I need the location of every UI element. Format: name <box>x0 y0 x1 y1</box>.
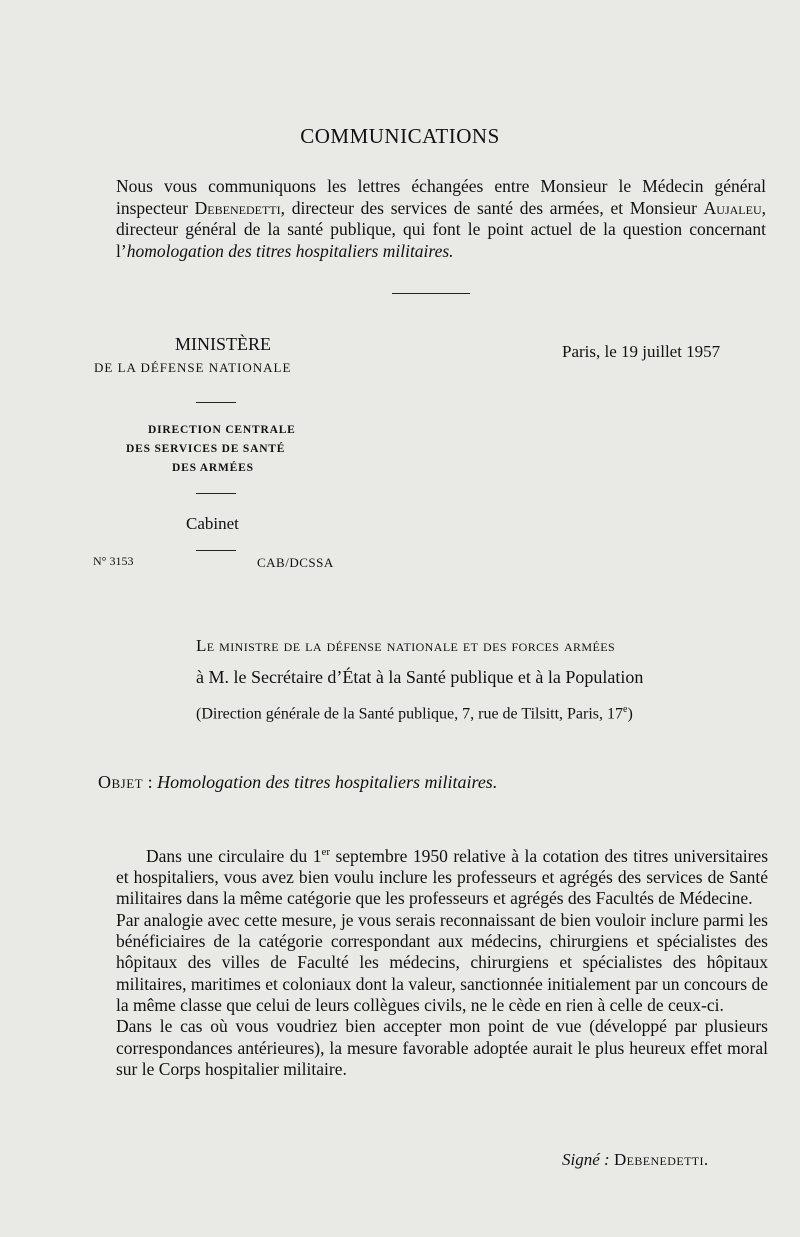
subject-text: Homologation des titres hospitaliers militaires. <box>157 772 498 792</box>
body-paragraph-3: Dans le cas où vous voudriez bien accepter mon point de vue (développé par plusieurs correspondances antérieures), la mesure favorable adoptée aurait le plus heureux effet moral sur le Corps hospitalier militaire. <box>116 1016 768 1079</box>
direction-line-2: DES SERVICES DE SANTÉ <box>126 443 286 455</box>
letter-date: Paris, le 19 juillet 1957 <box>562 342 721 361</box>
intro-paragraph <box>116 176 766 262</box>
page-title: COMMUNICATIONS <box>300 124 500 148</box>
subject-line <box>98 772 497 793</box>
cabinet-label: Cabinet <box>186 514 239 533</box>
direction-line-1: DIRECTION CENTRALE <box>148 424 296 436</box>
divider-letterhead-1 <box>196 402 236 403</box>
signature-line <box>562 1150 709 1170</box>
intro-topic: homologation des titres hospitaliers militaires. <box>126 240 454 261</box>
signature-name: Debenedetti. <box>613 1150 709 1169</box>
divider-letterhead-2 <box>196 493 236 494</box>
ministry-heading: MINISTÈRE <box>175 334 271 354</box>
letter-reference: CAB/DCSSA <box>257 555 334 570</box>
letter-number: N° 3153 <box>93 554 134 568</box>
body-p1-end: septembre 1950 relative à la cotation des titres universitaires et hospitaliers, vous avez bien voulu inclure les professeurs et agrégés des services de Santé militaires dans la même catégorie que les professeurs et agrégés des Facultés de Médecine. <box>116 845 769 909</box>
divider-intro <box>392 293 470 294</box>
direction-line-3: DES ARMÉES <box>172 462 254 474</box>
address-line <box>196 704 633 723</box>
body-p1-start: Dans une circulaire du 1 <box>146 845 322 866</box>
intro-text-2: , directeur des services de santé des armées, et Monsieur <box>280 197 704 218</box>
intro-text-1: Nous vous communiquons les lettres échangées entre Monsieur le Médecin général inspecteur <box>116 176 766 218</box>
letter-body <box>116 842 768 1080</box>
intro-text-3: , directeur général de la santé publique, qui font le point actuel de la question concernant l’ <box>116 197 766 261</box>
subject-label: Objet <box>98 772 144 792</box>
body-paragraph-2: Par analogie avec cette mesure, je vous serais reconnaissant de bien vouloir inclure parmi les bénéficiaires de la catégorie correspondant aux médecins, chirurgiens et spécialistes des hôpitaux des villes de Faculté les médecins, chirurgiens et spécialistes des hôpitaux militaires, maritimes et coloniaux dont la valeur, sanctionnée initialement par un concours de la même classe que celui de leurs collègues civils, ne le cède en rien à celle de ceux-ci. <box>116 909 768 1015</box>
body-paragraph-1 <box>116 842 768 910</box>
recipient-line: à M. le Secrétaire d’État à la Santé publique et à la Population <box>196 667 644 687</box>
body-p1-sup: er <box>321 846 330 858</box>
ministry-subheading: DE LA DÉFENSE NATIONALE <box>94 360 292 375</box>
address-text: (Direction générale de la Santé publique, 7, rue de Tilsitt, Paris, 17 <box>196 705 624 723</box>
intro-name-debenedetti: Debenedetti <box>194 197 281 218</box>
divider-letterhead-3 <box>196 550 236 551</box>
intro-name-aujaleu: Aujaleu <box>703 197 762 218</box>
address-sup: e <box>623 704 628 715</box>
subject-separator: : <box>143 772 158 792</box>
signature-label: Signé : <box>562 1150 610 1169</box>
sender-line: Le ministre de la défense nationale et des forces armées <box>196 636 616 655</box>
address-close: ) <box>627 705 633 723</box>
